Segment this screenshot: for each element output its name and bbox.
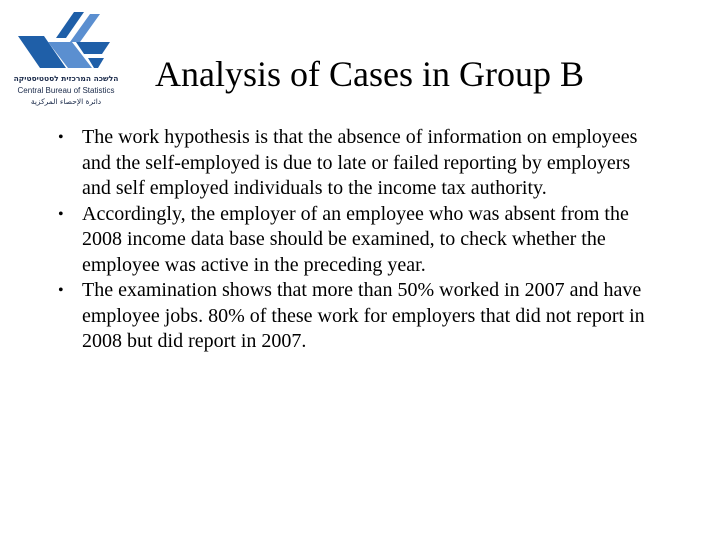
bullet-item bbox=[58, 202, 658, 279]
cbs-emblem-icon bbox=[14, 8, 118, 72]
logo-arabic-name: دائرة الإحصاء المركزية bbox=[30, 97, 102, 106]
bullet-icon: • bbox=[58, 129, 64, 146]
bullet-item bbox=[58, 125, 658, 202]
bullet-text: The examination shows that more than 50% worked in 2007 and have employee jobs. 80% of these work for employers that did not report in 2008 but did report in 2007. bbox=[82, 279, 645, 352]
bullet-icon: • bbox=[58, 282, 64, 299]
logo-english-name: Central Bureau of Statistics bbox=[17, 86, 115, 95]
bullet-text: The work hypothesis is that the absence of information on employees and the self-employed is due to late or failed reporting by employers and self employed individuals to the income tax authority. bbox=[82, 126, 638, 199]
cbs-logo bbox=[10, 8, 120, 108]
bullet-list bbox=[58, 125, 658, 355]
bullet-text: Accordingly, the employer of an employee who was absent from the 2008 income data base should be examined, to check whether the employee was active in the preceding year. bbox=[82, 202, 629, 276]
logo-hebrew-name: הלשכה המרכזית לסטטיסטיקה bbox=[13, 74, 119, 83]
bullet-item bbox=[58, 278, 658, 355]
slide-title: Analysis of Cases in Group B bbox=[155, 54, 584, 94]
bullet-icon: • bbox=[58, 205, 64, 223]
